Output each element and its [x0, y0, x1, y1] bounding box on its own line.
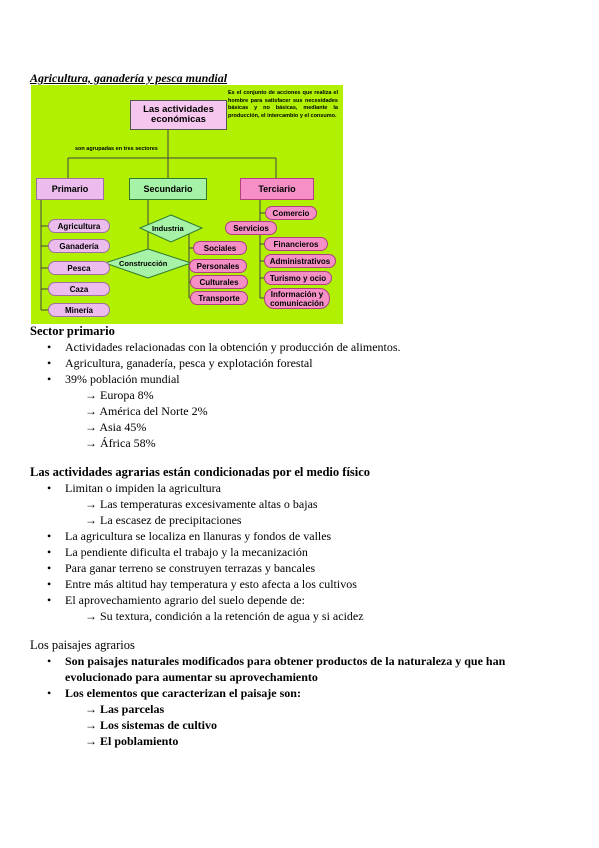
primario-item: Pesca [48, 261, 110, 275]
bullet-dot: • [47, 654, 52, 668]
bullet-dot: • [47, 356, 52, 370]
list-item: Para ganar terreno se construyen terrazas y bancales [65, 561, 316, 575]
sector-primario-box [36, 178, 104, 200]
list-item: La pendiente dificulta el trabajo y la mecanización [65, 545, 308, 559]
servicios-item: Culturales [190, 275, 248, 289]
definition-text: Es el conjunto de acciones que realiza el hombre para satisfacer sus necesidades básicas y no básicas, mediante la producción, el intercambio y el consumo. [228, 90, 338, 119]
bullet-dot: • [47, 686, 52, 700]
secundario-item: Industria [152, 224, 184, 233]
list-item-continued: evolucionado para aumentar su aprovechamiento [65, 670, 318, 684]
bullet-dot: • [47, 577, 52, 591]
servicios-item: Turismo y ocio [264, 271, 332, 285]
bullet-dot: • [47, 372, 52, 386]
primario-item: Ganadería [48, 239, 110, 253]
list-item: Son paisajes naturales modificados para obtener productos de la naturaleza y que han [65, 654, 506, 668]
bullet-dot: • [47, 545, 52, 559]
terciario-label: Terciario [258, 184, 296, 194]
bullet-dot: • [47, 529, 52, 543]
terciario-item: Servicios [225, 221, 277, 235]
sub-item: → Europa 8% [85, 388, 154, 402]
economic-activities-diagram [31, 85, 343, 324]
secundario-label: Secundario [143, 184, 193, 194]
servicios-item: Personales [189, 259, 247, 273]
sub-item: → Su textura, condición a la retención de agua y si acidez [85, 609, 364, 623]
bullet-dot: • [47, 340, 52, 354]
servicios-item: Transporte [190, 291, 248, 305]
primario-item: Minería [48, 303, 110, 317]
list-item: 39% población mundial [65, 372, 180, 386]
servicios-item: Financieros [264, 237, 328, 251]
terciario-item: Comercio [265, 206, 317, 220]
condicionadas-heading: Las actividades agrarias están condicionadas por el medio físico [30, 465, 371, 479]
list-item: Los elementos que caracterizan el paisaje son: [65, 686, 301, 700]
primario-item: Caza [48, 282, 110, 296]
bullet-dot: • [47, 561, 52, 575]
servicios-item: Administrativos [264, 254, 336, 268]
list-item: Actividades relacionadas con la obtención y producción de alimentos. [65, 340, 401, 354]
bullet-dot: • [47, 593, 52, 607]
list-item: Entre más altitud hay temperatura y esto afecta a los cultivos [65, 577, 357, 591]
sector-secundario-box [129, 178, 207, 200]
sub-item: → La escasez de precipitaciones [85, 513, 242, 527]
document-title: Agricultura, ganadería y pesca mundial [30, 71, 228, 85]
sub-item: → Los sistemas de cultivo [85, 718, 217, 732]
bullet-dot: • [47, 481, 52, 495]
root-box [130, 100, 227, 130]
sector-primario-heading: Sector primario [30, 324, 115, 338]
connector-text: son agrupadas en tres sectores [75, 146, 158, 152]
list-item: Agricultura, ganadería, pesca y explotación forestal [65, 356, 313, 370]
list-item: La agricultura se localiza en llanuras y fondos de valles [65, 529, 332, 543]
sub-item: → Las parcelas [85, 702, 165, 716]
servicios-item: Información y comunicación [264, 288, 330, 309]
sub-item: → América del Norte 2% [85, 404, 208, 418]
secundario-item: Construcción [119, 259, 168, 268]
list-item: Limitan o impiden la agricultura [65, 481, 221, 495]
primario-item: Agricultura [48, 219, 110, 233]
sub-item: → El poblamiento [85, 734, 179, 748]
sub-item: → Asia 45% [85, 420, 147, 434]
sub-item: → África 58% [85, 436, 156, 450]
sub-item: → Las temperaturas excesivamente altas o bajas [85, 497, 318, 511]
primario-label: Primario [51, 184, 89, 194]
list-item: El aprovechamiento agrario del suelo depende de: [65, 593, 305, 607]
root-label: Las actividades económicas [143, 104, 214, 125]
paisajes-heading: Los paisajes agrarios [30, 638, 135, 652]
servicios-item: Sociales [193, 241, 247, 255]
sector-terciario-box [240, 178, 314, 200]
